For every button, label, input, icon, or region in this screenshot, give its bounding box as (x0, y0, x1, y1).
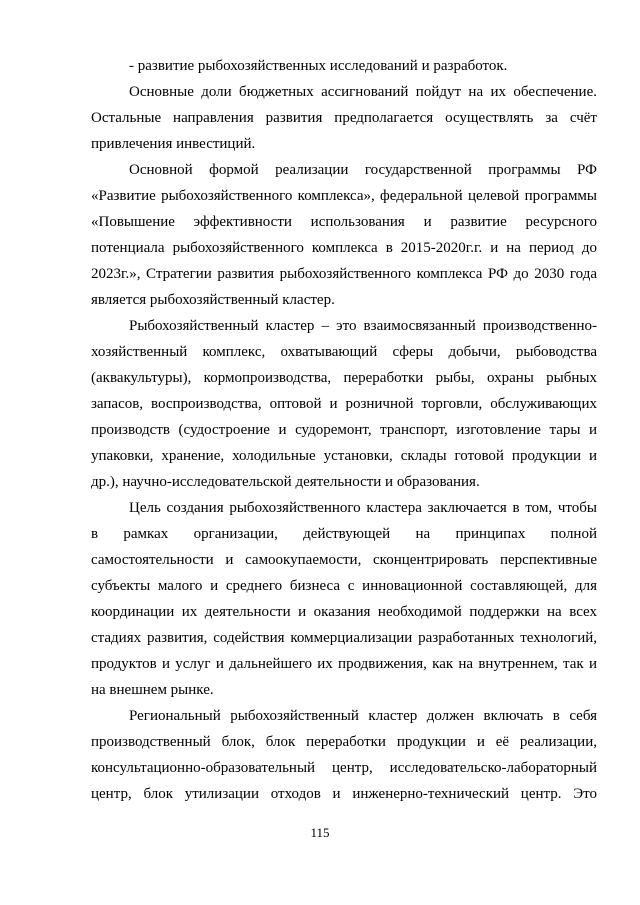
text-line: Региональный рыбохозяйственный кластер должен включать в себя (129, 708, 597, 724)
text-line: центр, блок утилизации отходов и инженерно-технический центр. Это (91, 786, 597, 802)
paragraph (91, 79, 597, 157)
text-line: запасов, воспроизводства, оптовой и розничной торговли, обслуживающих (91, 396, 597, 412)
text-line: хозяйственный комплекс, охватывающий сферы добычи, рыбоводства (91, 344, 597, 360)
text-line: потенциала рыбохозяйственного комплекса в 2015-2020г.г. и на период до (91, 240, 597, 256)
text-line: продуктов и услуг и дальнейшего их продвижения, как на внутреннем, так и (91, 656, 597, 672)
text-line: Основной формой реализации государственной программы РФ (129, 162, 597, 178)
text-line: др.), научно-исследовательской деятельности и образования. (91, 474, 480, 490)
paragraph (91, 53, 597, 79)
text-line: субъекты малого и среднего бизнеса с инновационной составляющей, для (91, 578, 597, 594)
text-line: производств (судостроение и судоремонт, транспорт, изготовление тары и (91, 422, 597, 438)
text-line: стадиях развития, содействия коммерциализации разработанных технологий, (91, 630, 597, 646)
text-line: Цель создания рыбохозяйственного кластера заключается в том, чтобы (129, 500, 597, 516)
text-line: «Повышение эффективности использования и развитие ресурсного (91, 214, 597, 230)
text-line: консультационно-образовательный центр, исследовательско-лабораторный (91, 760, 597, 776)
paragraph (91, 313, 597, 495)
text-line: является рыбохозяйственный кластер. (91, 292, 335, 308)
page-number: 115 (310, 825, 330, 840)
text-line: 2023г.», Стратегии развития рыбохозяйственного комплекса РФ до 2030 года (91, 266, 597, 282)
text-line: привлечения инвестиций. (91, 136, 256, 152)
text-line: в рамках организации, действующей на принципах полной (91, 526, 597, 542)
body-text (91, 53, 597, 807)
text-line: (аквакультуры), кормопроизводства, переработки рыбы, охраны рыбных (91, 370, 597, 386)
text-line: самостоятельности и самоокупаемости, сконцентрировать перспективные (91, 552, 597, 568)
paragraph (91, 703, 597, 807)
text-line: Рыбохозяйственный кластер – это взаимосвязанный производственно- (129, 318, 597, 334)
text-line: Основные доли бюджетных ассигнований пойдут на их обеспечение. (129, 84, 597, 100)
text-line: - развитие рыбохозяйственных исследований и разработок. (129, 58, 508, 74)
text-line: упаковки, хранение, холодильные установки, склады готовой продукции и (91, 448, 597, 464)
text-line: Остальные направления развития предполагается осуществлять за счёт (91, 110, 597, 126)
text-line: координации их деятельности и оказания необходимой поддержки на всех (91, 604, 597, 620)
text-line: на внешнем рынке. (91, 682, 214, 698)
text-line: «Развитие рыбохозяйственного комплекса», федеральной целевой программы (91, 188, 597, 204)
paragraph (91, 157, 597, 313)
text-line: производственный блок, блок переработки продукции и её реализации, (91, 734, 597, 750)
paragraph (91, 495, 597, 703)
